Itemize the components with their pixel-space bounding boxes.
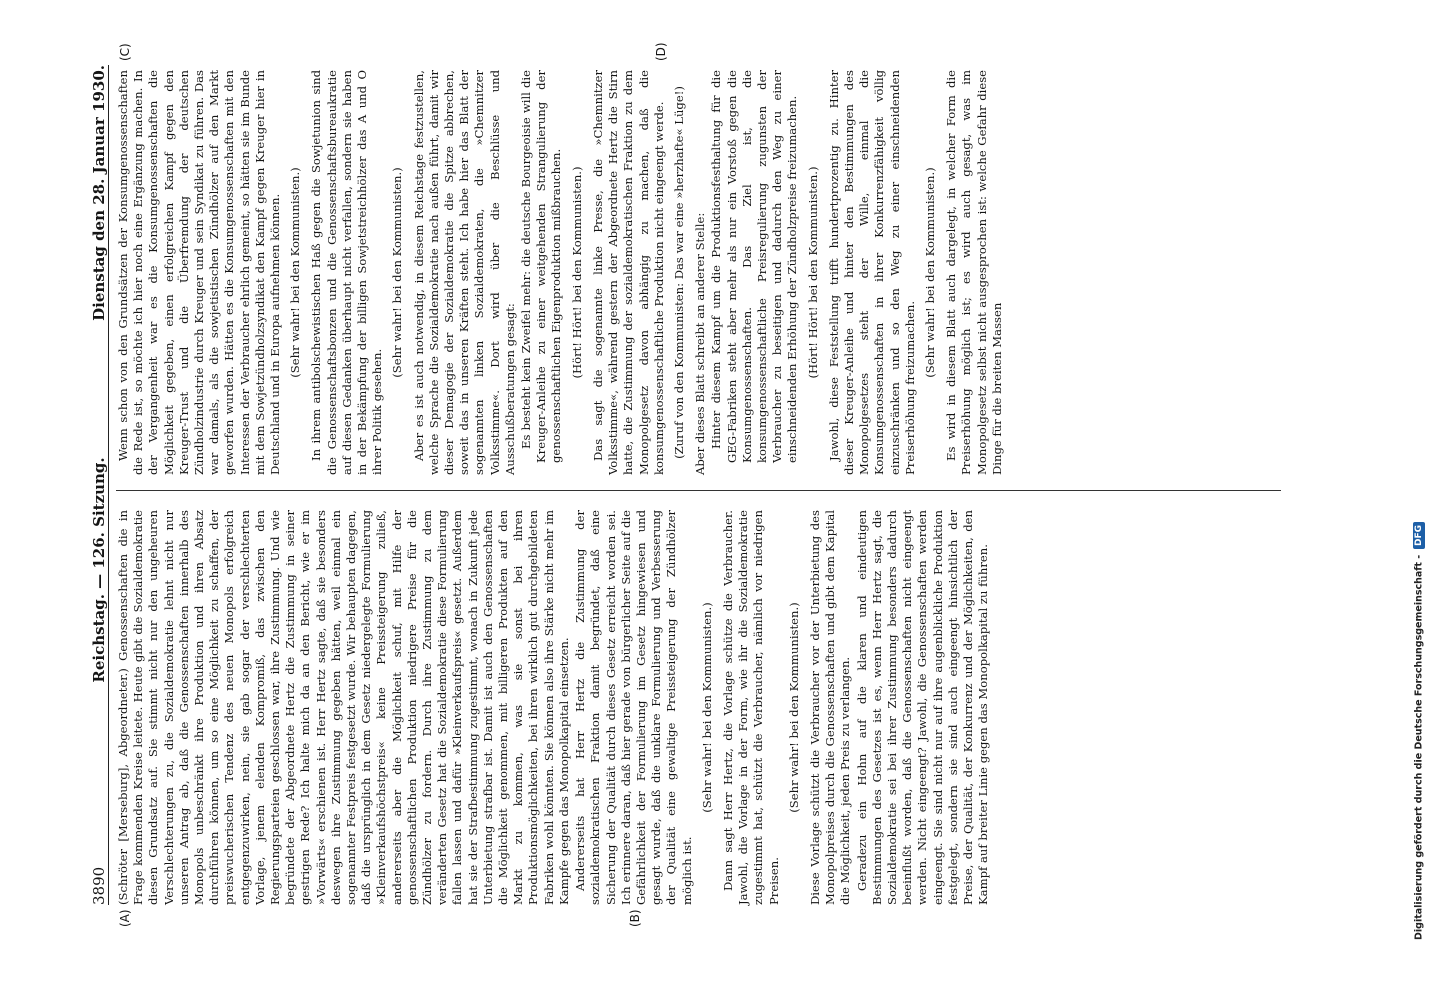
credit-text: Digitalisierung gefördert durch die Deutsche Forschungsgemeinschaft -	[1413, 554, 1425, 940]
margin-marker-c: (C)	[118, 43, 132, 61]
right-column-paragraph: Es wird in diesem Blatt auch dargelegt, in welcher Form die Preiserhöhung möglich ist; es wird auch gesagt, was im Monopolgesetz selbst nicht ausgesprochen ist: welche Gefahr diese Dinge für die breiten Massen	[944, 70, 1004, 475]
right-column-paragraph: (Sehr wahr! bei den Kommunisten.)	[288, 167, 303, 378]
right-text-column	[116, 70, 1006, 475]
right-column-paragraph: Jawohl, diese Feststellung trifft hundertprozentig zu. Hinter dieser Kreuger-Anleihe und hinter den Bestimmungen des Monopolgesetzes steht der Wille, einmal die Konsumgenossenschaften in ihrer Konkurrenzfähigkeit völlig einzuschränken und so den Weg zu einer einschneidenden Preiserhöhung freizumachen.	[826, 70, 917, 475]
left-column-paragraph: (Sehr wahr! bei den Kommunisten.)	[786, 602, 801, 813]
right-column-paragraph: (Hört! Hört! bei den Kommunisten.)	[569, 166, 584, 379]
left-column-paragraph: (Schröter [Merseburg], Abgeordneter.) Genossenschaften die in Frage kommenden Kreise leitete. Heute gibt die Sozialdemokratie diesen Grundsatz auf. Sie stimmt nicht nur den ungeheuren Verschlechterungen zu, die Sozialdemokratie lehnt nicht nur unseren Antrag ab, daß die Genossenschaften innerhalb des Monopols unbeschränkt ihre Produktion und ihren Absatz durchführen können, um so eine Möglichkeit zu schaffen, der preiswucherischen Tendenz des neuen Monopols erfolgreich entgegenzuwirken, nein, sie gab sogar der verschlechterten Vorlage, jenem elenden Kompromiß, das zwischen den Regierungsparteien geschlossen war, ihre Zustimmung. Und wie begründete der Abgeordnete Hertz die Zustimmung in seiner gestrigen Rede? Ich halte mich da an den Bericht, wie er im »Vorwärts« erschienen ist. Herr Hertz sagte, daß sie besonders deswegen ihre Zustimmung gegeben hätten, weil einmal ein sogenannter Festpreis festgesetzt wurde. Wir behaupten dagegen, daß die ursprünglich in dem Gesetz niedergelegte Formulierung »Kleinverkaufshöchstpreis« keine Preissteigerung zuließ, andererseits aber die Möglichkeit schuf, mit Hilfe der genossenschaftlichen Produktion niedrigere Preise für die Zündhölzer zu fordern. Durch ihre Zustimmung zu dem veränderten Gesetz hat die Sozialdemokratie diese Formulierung fallen lassen und dafür »Kleinverkaufspreis« gesetzt. Außerdem hat sie der Strafbestimmung zugestimmt, wonach in Zukunft jede Unterbietung strafbar ist. Damit ist auch den Genossenschaften die Möglichkeit genommen, mit billigeren Produkten auf den Markt zu kommen, was sie sonst bei ihren Produktionsmöglichkeiten, bei ihren wirklich gut durchgebildeten Fabriken wohl könnten. Sie können also ihre Stärke nicht mehr im Kampfe gegen das Monopolkapital einsetzen.	[116, 510, 571, 905]
dfg-logo: DFG	[1413, 522, 1425, 549]
right-column-paragraph: Wenn schon von den Grundsätzen der Konsumgenossenschaften die Rede ist, so möchte ich hier noch eine Ergänzung machen. In der Vergangenheit war es die Konsumgenossenschaften die Möglichkeit gegeben, einen erfolgreichen Kampf gegen den Kreuger-Trust und die Überfremdung der deutschen Zündholzindustrie durch Kreuger und sein Syndikat zu führen. Das war damals, als die sowjetistischen Zündhölzer auf den Markt geworfen wurden. Hätten es die Konsumgenossenschaften mit den Interessen der Verbraucher ehrlich gemeint, so hätten sie im Bunde mit dem Sowjetzündholzsyndikat den Kampf gegen Kreuger hier in Deutschland und in Europa aufnehmen können.	[116, 70, 283, 475]
margin-marker-b: (B)	[628, 909, 642, 927]
column-divider	[116, 490, 1281, 491]
left-text-column	[116, 510, 992, 905]
page-header	[82, 65, 109, 905]
margin-marker-a: (A)	[118, 909, 132, 927]
header-session: Reichstag. — 126. Sitzung.	[90, 457, 108, 683]
digitization-credit	[1405, 0, 1434, 1000]
right-column-paragraph: Das sagt die sogenannte linke Presse, die »Chemnitzer Volksstimme«, während gestern der Abgeordnete Hertz die Stirn hatte, die Zustimmung der sozialdemokratischen Fraktion zu dem Monopolgesetz davon abhängig zu machen, daß die konsumgenossenschaftliche Produktion nicht eingeengt werde.	[590, 70, 666, 475]
right-column-paragraph: In ihrem antibolschewistischen Haß gegen die Sowjetunion sind die Genossenschaftsbonzen und die Genossenschaftsbureaukratie auf diesen Gedanken überhaupt nicht verfallen, sondern sie haben in der Bekämpfung der billigen Sowjetstreichhölzer das A und O ihrer Politik gesehen.	[309, 70, 385, 475]
left-column-paragraph: Diese Vorlage schützt die Verbraucher vor der Unterbietung des Monopolpreises durch die Genossenschaften und gibt dem Kapital die Möglichkeit, jeden Preis zu verlangen.	[807, 510, 853, 905]
page-number: 3890	[90, 866, 108, 905]
left-column-paragraph: Andererseits hat Herr Hertz die Zustimmung der sozialdemokratischen Fraktion damit begründet, daß eine Sicherung der Qualität durch dieses Gesetz erreicht worden sei. Ich erinnere daran, daß hier gerade von bürgerlicher Seite auf die Gefährlichkeit der Formulierung im Gesetz hingewiesen und gesagt wurde, daß die unklare Formulierung und Verbesserung der Qualität eine gewaltige Preissteigerung der Zündhölzer möglich ist.	[573, 510, 694, 905]
right-column-paragraph: (Sehr wahr! bei den Kommunisten.)	[922, 167, 937, 378]
right-column-paragraph: Hinter diesem Kampf um die Produktionsfesthaltung für die GEG-Fabriken steht aber mehr als nur ein Vorstoß gegen die Konsumgenossenschaften. Das Ziel ist, die konsumgenossenschaftliche Preisregulierung zugunsten der Verbraucher zu beseitigen und dadurch den Weg zu einer einschneidenden Erhöhung der Zündholzpreise freizumachen.	[709, 70, 800, 463]
left-column-paragraph: Dann sagt Herr Hertz, die Vorlage schütze die Verbraucher. Jawohl, die Vorlage in der Form, wie ihr die Sozialdemokratie zugestimmt hat, schützt die Verbraucher, nämlich vor niedrigen Preisen.	[720, 510, 781, 905]
right-column-paragraph: (Hört! Hört! bei den Kommunisten.)	[805, 166, 820, 379]
document-page	[82, 42, 1332, 927]
right-column-paragraph: (Zuruf von den Kommunisten: Das war eine »herzhafte« Lüge!)	[671, 86, 686, 459]
right-column-paragraph: Aber es ist auch notwendig, in diesem Reichstage festzustellen, welche Sprache die Sozialdemokratie nach außen führt, damit wir dieser Demagogie der Sozialdemokratie die Spitze abbrechen, soweit das in unseren Kräften steht. Ich habe hier das Blatt der sogenannten linken Sozialdemokraten, die »Chemnitzer Volksstimme«. Dort wird über die Beschlüsse und Ausschußberatungen gesagt:	[411, 70, 517, 475]
left-column-paragraph: Geradezu ein Hohn auf die klaren und eindeutigen Bestimmungen des Gesetzes ist es, wenn Herr Hertz sagt, die Sozialdemokratie sei bei ihrer Zustimmung besonders dadurch beeinflußt worden, daß die Genossenschaften nicht eingeengt werden. Nicht eingeengt? Jawohl, die Genossenschaften werden eingeengt. Sie sind nicht nur auf ihre augenblickliche Produktion festgelegt, sondern sie sind auch eingeengt hinsichtlich der Preise, der Qualität, der Konkurrenz und der Möglichkeiten, den Kampf auf breiter Linie gegen das Monopolkapital zu führen.	[854, 510, 991, 905]
header-date: Dienstag den 28. Januar 1930.	[90, 65, 108, 321]
right-column-paragraph: Aber dieses Blatt schreibt an anderer Stelle:	[693, 212, 708, 475]
left-column-paragraph: (Sehr wahr! bei den Kommunisten.)	[699, 602, 714, 813]
right-column-paragraph: (Sehr wahr! bei den Kommunisten.)	[390, 167, 405, 378]
right-column-paragraph: Es besteht kein Zweifel mehr: die deutsche Bourgeoisie will die Kreuger-Anleihe zu einer weitgehenden Strangulierung der genossenschaftlichen Eigenproduktion mißbrauchen.	[519, 70, 564, 463]
margin-marker-d: (D)	[654, 42, 668, 61]
